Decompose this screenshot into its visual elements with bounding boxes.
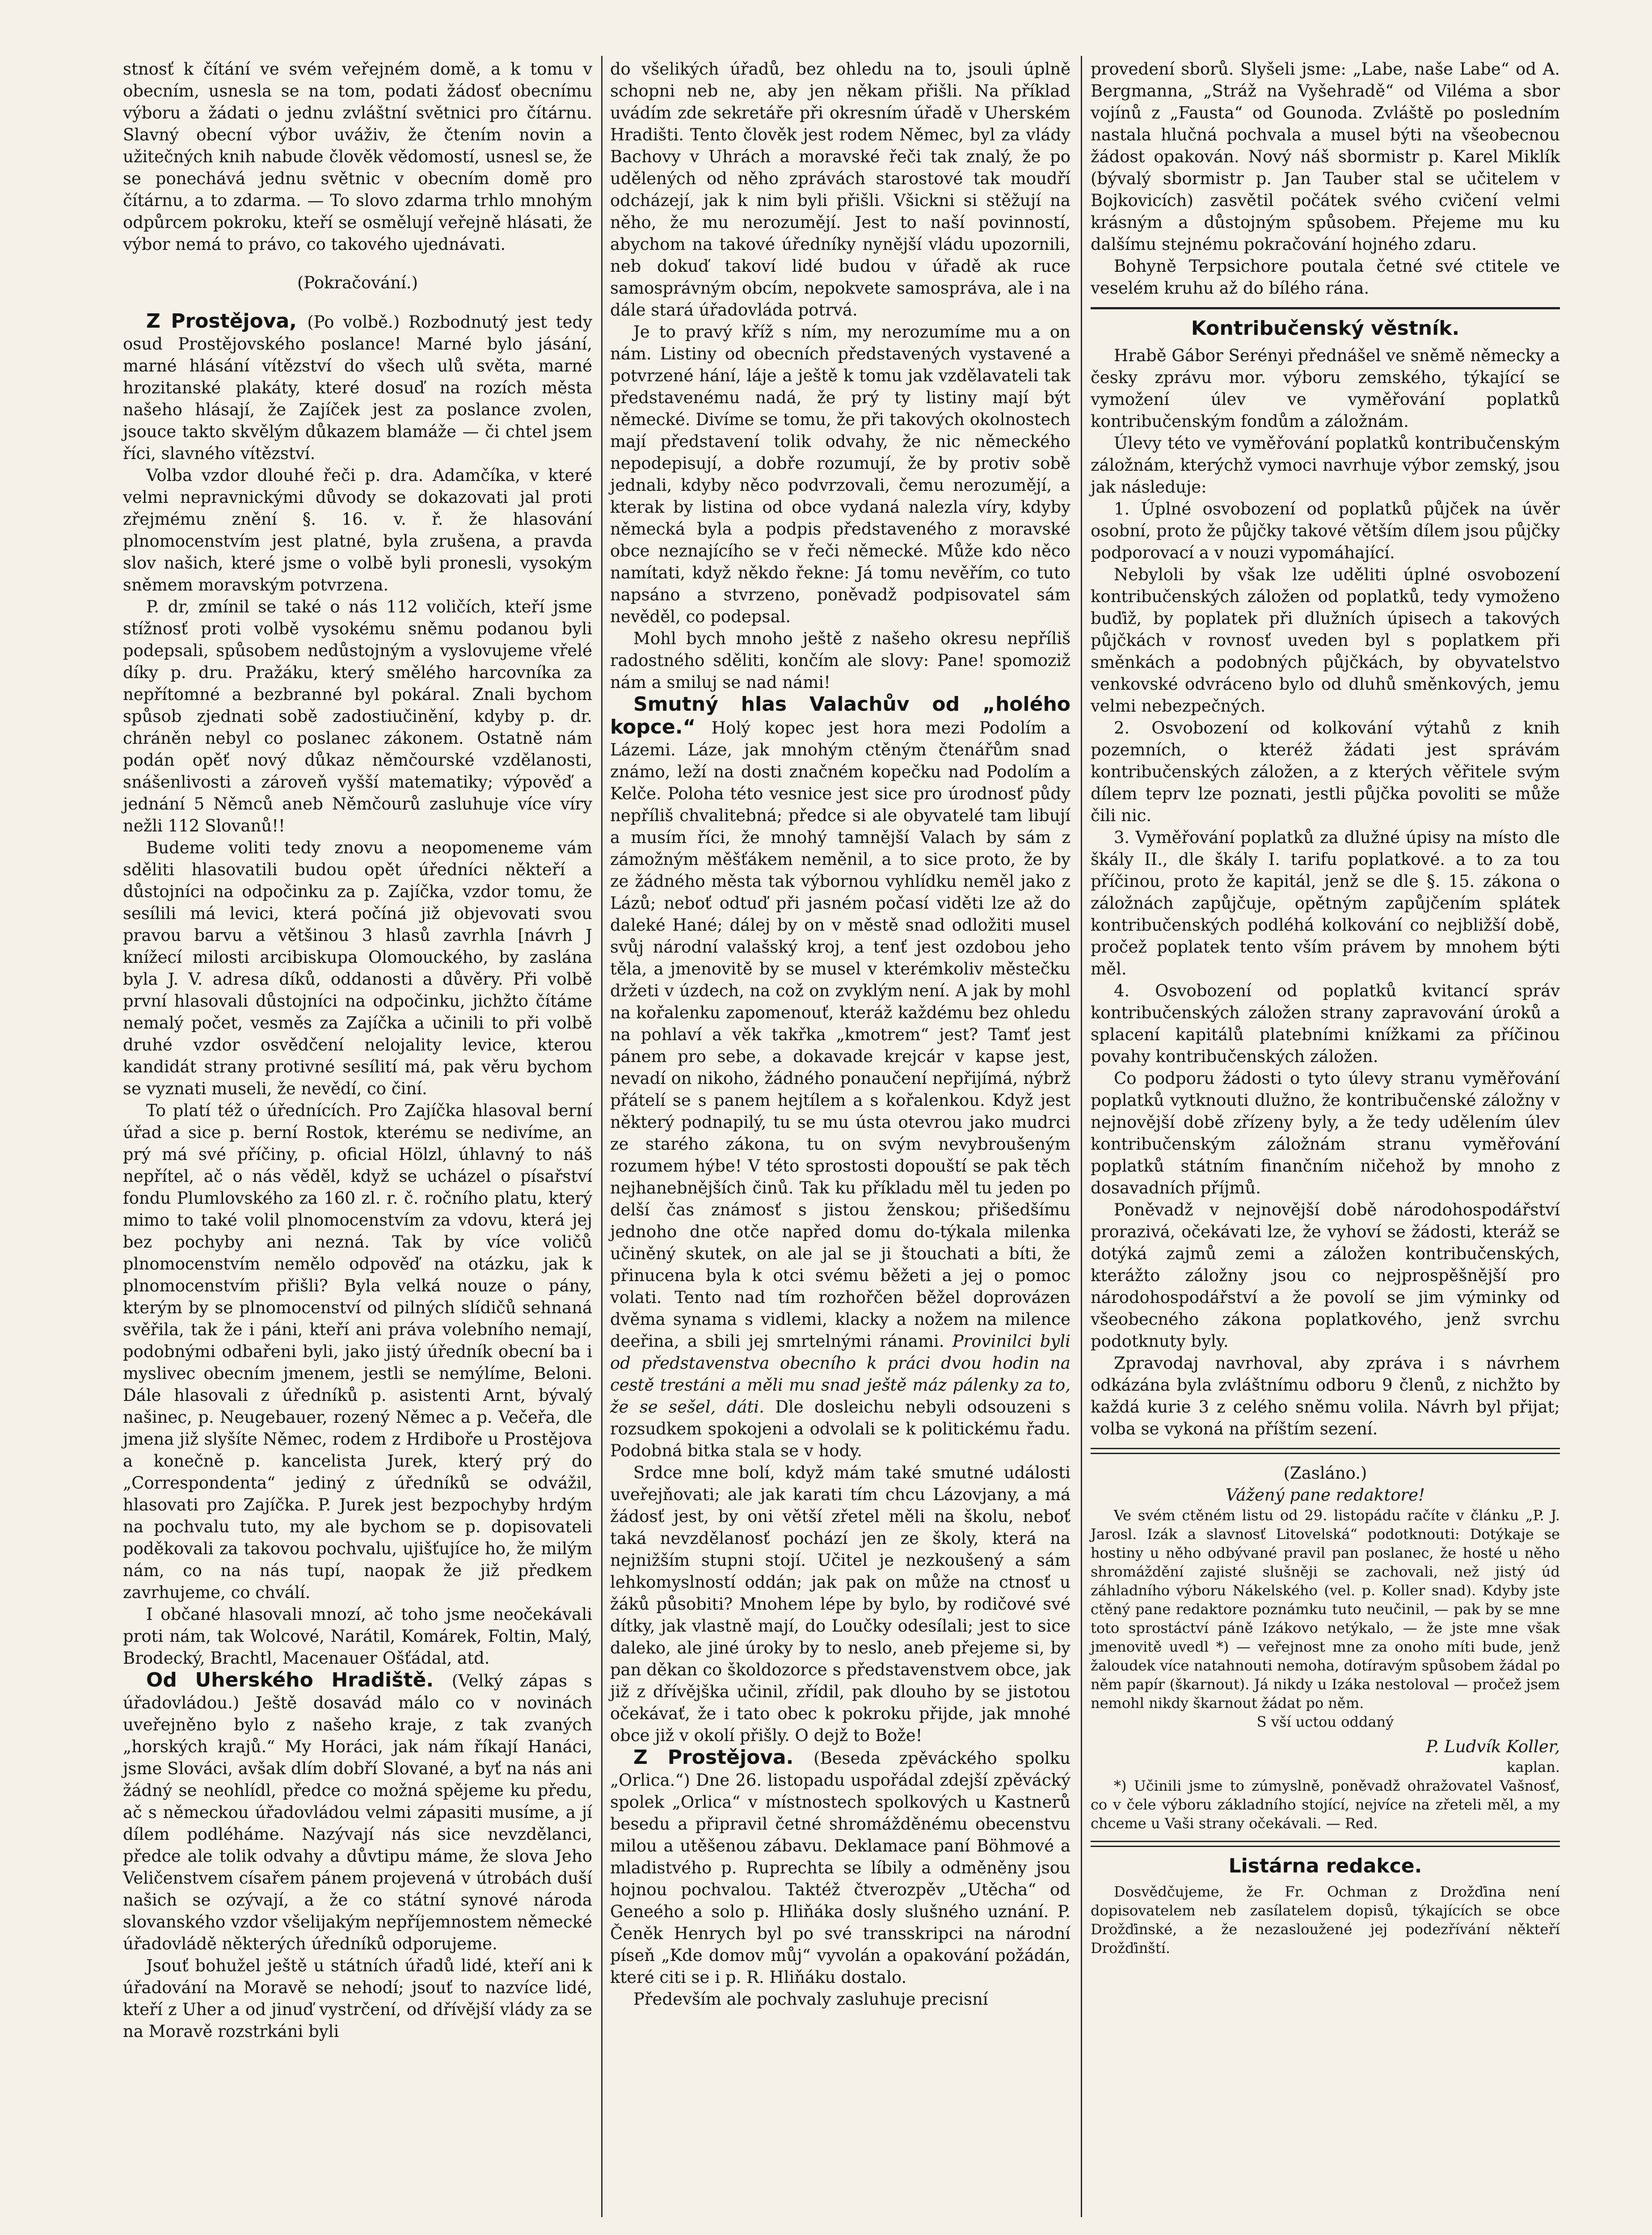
section-rule bbox=[1091, 1841, 1560, 1847]
column-divider bbox=[1081, 56, 1082, 2217]
paragraph: Především ale pochvaly zasluhuje precisní bbox=[633, 1990, 988, 2009]
paragraph: Co podporu žádosti o tyto úlevy stranu vyměřování poplatků vytknouti dlužno, že kontribučenské záložny v nejnovější době zřízeny byly, a že tedy udělením úlev kontribučenským záložnám stranu vyměřování poplatků státním finančním ničehož by mnoho z dosavadních příjmů. bbox=[1091, 1069, 1560, 1198]
section-heading: (Zasláno.) bbox=[1283, 1463, 1367, 1483]
paragraph: Budeme voliti tedy znovu a neopomeneme vám sděliti hlasovatili budou opět úředníci někteří a důstojníci na odpočinku za p. Zajíčka, vzdor tomu, že sesílili má levici, která počíná již objevovati svou pravou barvu a většinou 3 hlasů zavrhla [návrh J knížecí milosti arcibiskupa Olomouckého, by zaslána byla J. V. adresa díků, oddanosti a důvěry. Při volbě první hlasovali důstojníci na odpočinku, jichžto čítáme nemalý počet, vesměs za Zajíčka a učinili to při volbě druhé vzdor osvědčení nelojality levice, kterou kandidát strany protivné sesílití má, pak věru bychom se vyznati museli, že nevědí, co činí. bbox=[123, 838, 592, 1098]
paragraph: provedení sborů. Slyšeli jsme: „Labe, naše Labe“ od A. Bergmanna, „Stráž na Vyšehradě“ od Viléma a sbor vojínů z „Fausta“ od Gounoda. Zvláště po posledním nastala hlučná pochvala a musel býti na všeobecnou žádost opakován. Nový náš sbormistr p. Karel Miklík (bývalý sbormistr p. Jan Tauber stal se učitelem v Bojkovicích) zasvětil počátek svého cvičení velmi krásným a důstojným spůsobem. Přejeme mu ku dalšímu stejnému pokračování hojného zdaru. bbox=[1091, 59, 1560, 254]
article-heading: Z Prostějova, bbox=[146, 310, 308, 333]
article-uh-hradiste bbox=[123, 1669, 592, 1955]
letter-signature: P. Ludvík Koller, bbox=[1426, 1737, 1560, 1756]
article-heading: Z Prostějova. bbox=[633, 1746, 814, 1769]
letter-closing: S vší uctou oddaný bbox=[1256, 1713, 1394, 1730]
section-heading: Kontribučenský věstník. bbox=[1191, 317, 1460, 340]
continued-note: (Pokračování.) bbox=[297, 273, 418, 292]
paragraph: Úlevy této ve vyměřování poplatků kontribučenským záložnám, kterýchž vymoci navrhuje výbor zemský, jsou jak následuje: bbox=[1091, 434, 1560, 497]
article-heading: Od Uherského Hradiště. bbox=[146, 1669, 452, 1691]
footnote: *) Učinili jsme to zúmyslně, poněvadž ohražovatel Vašnosť, co v čele výboru základního stojící, nejvíce na zřeteli měl, a my chceme u Vaši strany očekávali. — Red. bbox=[1091, 1777, 1560, 1832]
paragraph: Bohyně Terpsichore poutala četné své ctitele ve veselém kruhu až do bílého rána. bbox=[1091, 257, 1560, 298]
article-orlica bbox=[610, 1746, 1070, 1988]
letter-role: kaplan. bbox=[1506, 1758, 1560, 1775]
paragraph: Nebyloli by však lze uděliti úplné osvobození kontribučenských záložen od poplatků, tedy vymoženo buďiž, by poplatek při dlužních úpisech a takových půjčkách v rovnosť uveden byl s poplatkem při směnkách a podobných půjčkách, by obyvatelstvo venkovské odvráceno bylo od dluhů směnkových, jemu velmi nebezpečných. bbox=[1091, 565, 1560, 716]
paragraph: I občané hlasovali mnozí, ač toho jsme neočekávali proti nám, tak Wolcové, Narátil, Komárek, Foltin, Malý, Brodecký, Brachtl, Macenauer Ošťádal, atd. bbox=[123, 1605, 592, 1668]
paragraph: P. dr, zmínil se také o nás 112 voličích, kteří jsme stížnosť proti volbě vysokému sněmu podanou byli podepsali, spůsobem nedůstojným a vyslovujeme vřelé díky p. dru. Pražáku, který smělého harcovníka za nepřítomné a bezbranné byl pokáral. Znali bychom spůsob zjednati sobě zadostiučinění, kdyby p. dr. chráněn nebyl co poslanec zákonem. Ostatně nám podán opěť nový důkaz němčourské vzdělanosti, snášenlivosti a zároveň vyšší matematiky; výpověď a jednání 5 Němců aneb Němčourů zasluhuje více víry nežli 112 Slovanů!! bbox=[123, 597, 592, 835]
paragraph: do všelikých úřadů, bez ohledu na to, jsouli úplně schopni neb ne, aby jen někam přišli. Na příklad uvádím zde sekretáře při okresním úřadě v Uherském Hradišti. Tento člověk jest rodem Němec, byl za vlády Bachovy v Uhrách a moravské řeči tak znalý, že po udělených od něho zprávách starostové tak moudří odcházejí, jak k nim byli přišli. Všickni si stěžují na něho, že mu nerozumějí. Jest to naší povinností, abychom na takové úředníky nynější vládu upozornili, neb dokuď takoví lidé budou v úřadě ak ruce samosprávným obcím, nepokvete samospráva, ale i na dále stará úřadovláda potrvá. bbox=[610, 59, 1070, 320]
article-valachu bbox=[610, 693, 1070, 1462]
column-2 bbox=[610, 58, 1070, 2010]
paragraph: 4. Osvobození od poplatků kvitancí správ kontribučenských záložen strany zapravování úroků a splacení kapitálů platebními knížkami za příčinou povahy kontribučenských záložen. bbox=[1091, 981, 1560, 1066]
paragraph: Jsouť bohužel ještě u státních úřadů lidé, kteří ani k úřadování na Moravě se nehodí; jsouť to nazvíce lidé, kteří z Uher a od jinuď vystrčení, od dřívější vlády za se na Moravě rozstrkáni byli bbox=[123, 1956, 592, 2041]
paragraph: Zpravodaj navrhoval, aby zpráva i s návrhem odkázána byla zvláštnímu odboru 9 členů, z nichžto by každá kurie 3 z celého sněmu volila. Návrh byl přijat; volba se vykoná na příštím sezení. bbox=[1091, 1354, 1560, 1438]
paragraph: Hrabě Gábor Serényi přednášel ve sněmě německy a česky zprávu mor. výboru zemského, týkající se vymožení úlev ve vyměřování poplatků kontribučenským fondům a záložnám. bbox=[1091, 346, 1560, 431]
article-lead: (Po volbě.) Rozbodnutý jest tedy osud Prostějovského poslance! Marné bylo jásání, marné hlásání vítězství do všech ulů světa, marné hrozitanské plakáty, které dosuď na rozích města našeho hlásají, že Zajíček jest za poslance zvolen, jsouce takto skvělým důkazem blamáže — či chtel jsem říci, slavného vítězství. bbox=[123, 312, 592, 463]
paragraph: stnosť k čítání ve svém veřejném domě, a k tomu v obecním, usnesla se na tom, podati žádosť obecnímu výboru a žádati o jednu zvláštní světnici pro čítárnu. Slavný obecní výbor uváživ, že čtením novin a užitečných knih nabude člověk vědomostí, usnesl se, že se ponechává jednu světnic v obecním domě pro čítárnu, a to zdarma. — To slovo zdarma trhlo mnohým odpůrcem pokroku, kteří se osmělují veřejně hlásati, že výbor nemá to právo, co takového ujednávati. bbox=[123, 59, 592, 254]
column-3 bbox=[1091, 58, 1560, 1957]
column-1 bbox=[123, 58, 592, 2042]
paragraph: Srdce mne bolí, když mám také smutné události uveřejňovati; ale jak karati tím chcu Lázovjany, a má žádosť jest, by oni větší zřetel měli na školu, neboť taká nevzdělanosť pochází jen ze školy, která na nejnižším stupni stojí. Učitel je nezkoušený a sám lehkomyslností oddán; jak pak on může na ctnosť u žáků působiti? Mnohem lépe by bylo, by rodičové své dítky, jak vlastně mají, do Loučky odesílali; jest to sice daleko, ale jiné úroky by to neslo, aneb přejeme si, by pan děkan co školdozorce s představenstvem obce, jak již z dřívějška učinil, zřídil, pak dlouho by se jistotou očekávať, že i tato obec k pokroku přijde, jak mnohé obce již v okolí přišly. O dejž to Bože! bbox=[610, 1463, 1070, 1745]
article-lead: (Beseda zpěváckého spolku „Orlica.“) Dne 26. listopadu uspořádal zdejší zpěvácký spolek „Orlica“ v místnostech spolkových u Kastnerů besedu a připravil četné shromážděnému obecenstvu milou a utěšenou zábavu. Deklamace paní Böhmové a mladistvého p. Ruprechta se líbily a odměněny jsou hojnou pochvalou. Taktéž čtverozpěv „Utěcha“ od Geneého a solo p. Hliňáka dosly slušného uznání. P. Čeněk Henrych byl po své transskripci na národní píseň „Kde domov můj“ vyvolán a opakování požádán, které citi se i p. R. Hliňáku dostalo. bbox=[610, 1749, 1070, 1987]
paragraph: Mohl bych mnoho ještě z našeho okresu nepříliš radostného sděliti, končím ale slovy: Pane! spomoziž nám a smiluj se nad námi! bbox=[610, 629, 1070, 692]
paragraph: To platí též o úřednících. Pro Zajíčka hlasoval berní úřad a sice p. berní Rostok, kterému se nedivíme, an prý má své příčiny, p. oficial Hölzl, úhlavný to náš nepřítel, ač o nás věděl, když se ucházel o písařství fondu Plumlovského za 160 zl. r. č. ročního platu, který mimo to také volil plnomocenstvím za vdovu, která jej bez pochyby ani nezná. Tak by více voličů plnomocenstvím nemělo odpověď na otázku, jak k plnomocenstvím přišli? Byla velká nouze o pány, kterým by se plnomocenství od pilných slídičů sehnaná svěřila, tak že i páni, kteří ani práva volebního nemají, podobnými odbařeni byli, jako jistý úředník obecní ba i myslivec obecním jmenem, jestli se nemýlíme, Beloni. Dále hlasovali z úředníků p. asistenti Arnt, bývalý našinec, p. Neugebauer, rozený Němec a p. Večeřa, dle jmena již slyšíte Němec, rodem z Hrdiboře u Prostějova a konečně p. kancelista Jurek, který prý do „Correspondenta“ jediný z úředníků se odvážil, hlasovati pro Zajíčka. P. Jurek jest bezpochyby hrdým na pochvalu tuto, my ale bychom se p. dopisovateli poděkovali za takovou pochvalu, ujišťujíce ho, že milým nám, co na nás tupí, naopak že již předkem zavrhujeme, co chválí. bbox=[123, 1101, 592, 1602]
article-lead: Holý kopec jest hora mezi Podolím a Lázemi. Láze, jak mnohým ctěným čtenářům snad známo, leží na dosti značném kopečku nad Podolím a Kelče. Poloha této vesnice jest sice pro úrodnosť půdy nepříliš chvalitebná; předce si ale obyvatelé tam libují a musím říci, že mnohý tamnější Valach by sám z zámožným měšťákem neměnil, a to sice proto, že by ze žádného města tak výbornou vyhlídku neměl jako z Lázů; neboť odtuď při jasném počasí viděti lze až do daleké Hané; dálej by on v městě snad odložiti musel svůj národní valašský kroj, a tenť jest ozdobou jeho těla, a jmenovitě by se musel v kterémkoliv městečku držeti v úzdech, na což on zvyklým není. A jak by mohl na kořalenku zapomenouť, kteráž každému bez ohledu na pohlaví a věk takřka „kmotrem“ jest? Tamť jest pánem pro sebe, a dokavade krejcár v kapse jest, nevadí on nikoho, žádného ponaučení nepřijímá, nýbrž přátelí se s panem hejtílem a s kořalenkou. Když jest některý podnapilý, tu se mu ústa otevrou jako mudrci ze starého zákona, tu on svým nevybroušeným rozumem hýbe! V této sprostosti dopouští se pak těch nejhanebnějších činů. Tak ku příkladu měl tu jeden po delší čas známosť s jistou ženskou; přišedšímu jednoho dne otče napřed domu do-týkala milenka učiněný skutek, on ale jal se ji štouchati a bíti, že přinucena byla k otci svému běžeti a jej o pomoc volati. Tento nad tím rozhořčen běžel doprovázen dvěma synama s vidlemi, klacky a nožem na milence deeřina, a sbili jej smrtelnými ránami. bbox=[610, 718, 1070, 1351]
article-lead: (Velký zápas s úřadovládou.) Ještě dosavád málo co v novinách uveřejněno bylo z našeho kraje, z tak zvaných „horských krajů.“ My Horáci, jak nám říkají Hanáci, jsme Slováci, avšak dlím dobří Slované, a byť na nás ani žádný se neohlídl, předce co možná spějeme ku předu, ač s německou úřadovládou velmi zápasiti musíme, a jí dílem podléháme. Nazývají nás sice nevzdělanci, předce ale tolik odvahy a důvtipu máme, že slova Jeho Veličenstvem císařem pánem projevená v útrobách duší našich se ozývají, a že co státní synové národa slovanského vzdor všelijakým nepříjemnostem německé úřadovládě některých úředníků odporujeme. bbox=[123, 1671, 593, 1953]
paragraph: Volba vzdor dlouhé řeči p. dra. Adamčíka, v které velmi nepravnickými důvody se dokazovati jal proti zřejmému znění §. 16. v. ř. že hlasování plnomocenstvím jest platné, byla zrušena, a pravda slov našich, které jsme o volbě byli pronesli, vysokým sněmem moravským potvrzena. bbox=[123, 466, 592, 595]
paragraph: Poněvadž v nejnovější době národohospodářství prorazivá, očekávati lze, že vyhoví se žádosti, kteráž se dotýká zajmů zemi a záložen kontribučenských, kterážto záložny jsou co nejprospěšnější pro národohospodářství a že povolí se jim výminky od všeobecného zákona poplatkového, jenž svrchu podotknuty byly. bbox=[1091, 1200, 1560, 1351]
column-divider bbox=[601, 56, 603, 2217]
article-tail: Dle dosleichu nebyli odsouzeni s rozsudkem spokojeni a odvolali se k politickému řadu. Podobná bitka stala se v hody. bbox=[610, 1397, 1070, 1460]
section-rule bbox=[1091, 1448, 1560, 1454]
paragraph: 3. Vyměřování poplatků za dlužné úpisy na místo dle škály II., dle škály I. tarifu poplatkové. a to za tou příčinou, proto že kapitál, jenž se dle §. 15. zákona o záložnách zapůjčuje, opětným zapůjčením splátek kontribučenských podléhá kolkování co nejbližší době, pročež poplatek tento vším právem by mnohem býti měl. bbox=[1091, 828, 1560, 978]
article-heading: Smutný hlas Valachův od „holého kopce.“ bbox=[610, 693, 1070, 738]
section-heading: Listárna redakce. bbox=[1228, 1855, 1422, 1877]
paragraph: Je to pravý kříž s ním, my nerozumíme mu a on nám. Listiny od obecních představených vystavené a potvrzené hání, láje a ještě k tomu jak vzdělavateli tak představenému nadá, že prý ty listiny mají být německé. Divíme se tomu, že při takových okolnostech mají představení tolik odvahy, že nic německého nepodepisují, a dobře rozumují, že by protiv sobě jednali, kdyby něco podvrzovali, čemu nerozumějí, a kterak by listina od obce vydaná nalezla víry, kdyby německá byla a podpis představeného z moravské obce neznajícího se v řeči německé. Může kdo něco namítati, když někdo řekne: Já tomu nevěřím, co tuto napsáno a stvrzeno, poněvadž podpisovatel sám nevěděl, co podepsal. bbox=[610, 322, 1070, 626]
letter-text: Ve svém ctěném listu od 29. listopádu račíte v článku „P. J. Jarosl. Izák a slavnosť Litovelská“ podotknouti: Dotýkaje se hostiny u něho odbývané pravil pan poslanec, že hosté u něho shromáždění zajisté slušněji se zachovali, než jistý úd záhladního výboru Nákelského (vel. p. Koller snad). Kdyby jste ctěný pane redaktore poznámku tuto neučinil, — pak by se mne toto sprostáctví páně Izákovo netýkalo, — že jste mne však jmenovitě uvedl *) — veřejnost mne za onoho míti bude, jenž žaloudek více natahnouti nemoha, dotíravým spůsobem žádal po něm papír (škarnout). Já nikdy u Izáka nestoloval — pročež jsem nemohl nikdy škarnout žádat po něm. bbox=[1091, 1507, 1560, 1712]
paragraph: 1. Úplné osvobození od poplatků půjček na úvěr osobní, proto že půjčky takové větším dílem jsou půjčky podporovací a v nouzi vypomáhající. bbox=[1091, 499, 1560, 562]
article-prostejov bbox=[123, 310, 592, 464]
notice-text: Dosvědčujeme, že Fr. Ochman z Drožďina není dopisovatelem neb zasílatelem dopisů, týkajících se obce Drožďinské, a že nezasloužené jej podezřívání někteří Drožďinští. bbox=[1091, 1883, 1560, 1957]
greeting: Vážený pane redaktore! bbox=[1226, 1485, 1425, 1505]
article-italic: Provinilci byli od představenstva obecního k práci dvou hodin na cestě trestáni a měli mu snad ještě máz pálenky za to, že se sešel, dáti. bbox=[610, 1332, 1070, 1417]
paragraph: 2. Osvobození od kolkování výtahů z knih pozemních, o kteréž žádati jest správám kontribučenských záložen, a z kterých věřitele svým dílem teprv lze poznati, jestli půjčka povoliti se může čili nic. bbox=[1091, 718, 1560, 825]
section-rule bbox=[1091, 307, 1560, 309]
